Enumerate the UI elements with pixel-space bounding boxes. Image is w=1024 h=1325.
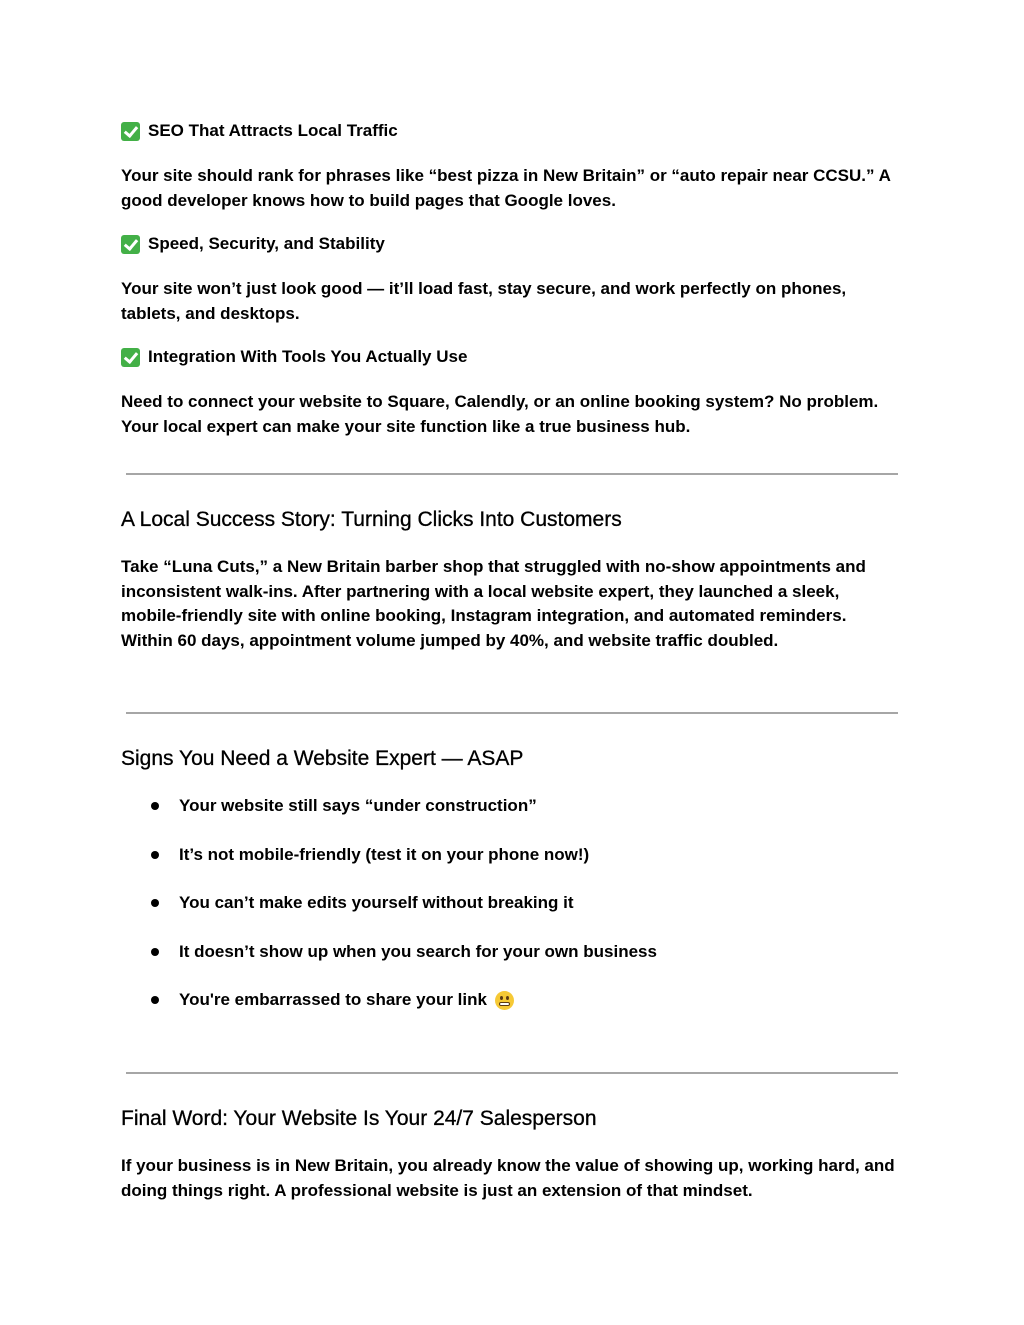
- feature-heading-integration: [121, 345, 467, 369]
- feature-body-integration: Need to connect your website to Square, Calendly, or an online booking system? No problem. Your local expert can make your site function like a true business hub.: [121, 392, 879, 436]
- list-item: [119, 988, 514, 1012]
- section-heading-signs: Signs You Need a Website Expert — ASAP: [121, 747, 524, 770]
- bullet-icon: [151, 802, 159, 810]
- section-heading-success-story: A Local Success Story: Turning Clicks Into Customers: [121, 508, 622, 531]
- list-item-text: You can’t make edits yourself without breaking it: [179, 893, 574, 912]
- success-story-body: Take “Luna Cuts,” a New Britain barber shop that struggled with no-show appointments and inconsistent walk-ins. After partnering with a local website expert, they launched a sleek, mobile-friendly site with online booking, Instagram integration, and automated reminders. Within 60 days, appointment volume jumped by 40%, and website traffic doubled.: [121, 557, 866, 650]
- bullet-icon: [151, 851, 159, 859]
- feature-heading-text: SEO That Attracts Local Traffic: [148, 121, 398, 140]
- list-item: [119, 794, 537, 818]
- feature-heading-text: Speed, Security, and Stability: [148, 234, 385, 253]
- section-divider: [126, 712, 898, 714]
- bullet-icon: [151, 996, 159, 1004]
- feature-heading-seo: [121, 119, 398, 143]
- list-item: [119, 940, 657, 964]
- list-item: [119, 891, 574, 915]
- section-heading-final-word: Final Word: Your Website Is Your 24/7 Salesperson: [121, 1107, 597, 1130]
- check-mark-icon: [121, 122, 140, 141]
- section-divider: [126, 1072, 898, 1074]
- feature-body-speed: Your site won’t just look good — it’ll load fast, stay secure, and work perfectly on phones, tablets, and desktops.: [121, 279, 847, 323]
- feature-heading-text: Integration With Tools You Actually Use: [148, 347, 468, 366]
- final-word-body: If your business is in New Britain, you already know the value of showing up, working hard, and doing things right. A professional website is just an extension of that mindset.: [121, 1156, 895, 1200]
- section-divider: [126, 473, 898, 475]
- check-mark-icon: [121, 348, 140, 367]
- check-mark-icon: [121, 235, 140, 254]
- list-item-text: It doesn’t show up when you search for your own business: [179, 942, 657, 961]
- feature-heading-speed: [121, 232, 385, 256]
- list-item-text: Your website still says “under construction”: [179, 796, 537, 815]
- bullet-icon: [151, 899, 159, 907]
- grimacing-face-icon: [495, 991, 514, 1010]
- list-item-text: You're embarrassed to share your link: [179, 990, 487, 1009]
- bullet-icon: [151, 948, 159, 956]
- feature-body-seo: Your site should rank for phrases like “best pizza in New Britain” or “auto repair near CCSU.” A good developer knows how to build pages that Google loves.: [121, 166, 891, 210]
- list-item-text: It’s not mobile-friendly (test it on your phone now!): [179, 845, 590, 864]
- list-item: [119, 843, 589, 867]
